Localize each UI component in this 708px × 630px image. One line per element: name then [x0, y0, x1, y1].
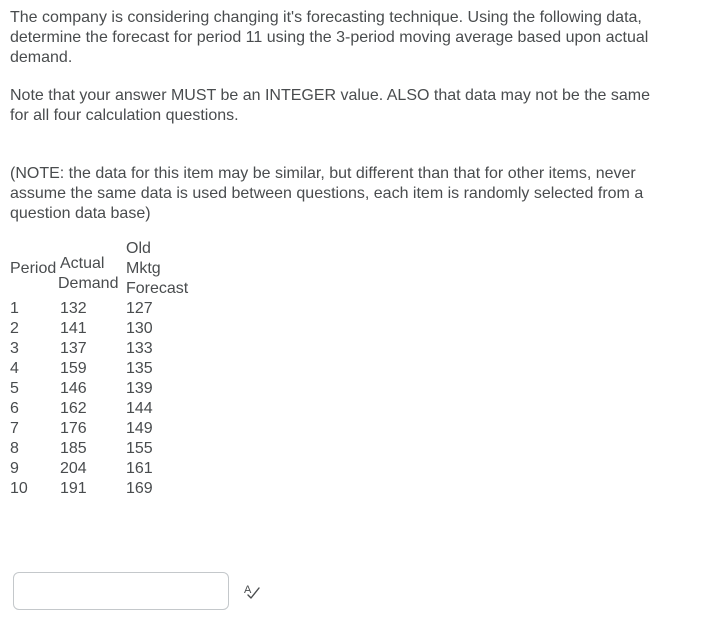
cell-old-forecast: 149	[126, 420, 153, 437]
cell-old-forecast: 155	[126, 440, 153, 457]
cell-actual: 191	[60, 480, 87, 497]
answer-row	[13, 572, 261, 610]
cell-period: 2	[10, 320, 19, 337]
data-table	[10, 239, 196, 499]
cell-old-forecast: 169	[126, 480, 153, 497]
table-row	[10, 379, 196, 399]
cell-actual: 146	[60, 380, 87, 397]
cell-old-forecast: 127	[126, 300, 153, 317]
cell-actual: 185	[60, 440, 87, 457]
cell-actual: 132	[60, 300, 87, 317]
table-row	[10, 459, 196, 479]
cell-actual: 162	[60, 400, 87, 417]
cell-old-forecast: 161	[126, 460, 153, 477]
cell-period: 6	[10, 400, 19, 417]
answer-input[interactable]	[13, 572, 229, 610]
table-row	[10, 319, 196, 339]
cell-period: 7	[10, 420, 19, 437]
question-text	[10, 8, 670, 242]
cell-old-forecast: 139	[126, 380, 153, 397]
table-row	[10, 299, 196, 319]
header-actual-line1: Actual	[60, 255, 105, 272]
header-old-line3: Forecast	[126, 280, 189, 297]
cell-period: 9	[10, 460, 19, 477]
table-row	[10, 479, 196, 499]
question-paragraph-2: Note that your answer MUST be an INTEGER value. ALSO that data may not be the same for all four calculation questions.	[10, 87, 651, 124]
cell-actual: 204	[60, 460, 87, 477]
header-old-line1: Old	[126, 240, 151, 257]
table-row	[10, 419, 196, 439]
cell-actual: 159	[60, 360, 87, 377]
header-period-label: Period	[10, 260, 57, 277]
cell-old-forecast: 133	[126, 340, 153, 357]
header-old-line2: Mktg	[126, 260, 161, 277]
spell-check-icon[interactable]	[243, 582, 261, 600]
cell-actual: 141	[60, 320, 87, 337]
header-actual-line2: Demand	[58, 275, 119, 292]
cell-actual: 176	[60, 420, 87, 437]
cell-period: 5	[10, 380, 19, 397]
header-period	[10, 239, 60, 299]
cell-period: 8	[10, 440, 19, 457]
table-row	[10, 359, 196, 379]
table-header-row	[10, 239, 196, 299]
table-row	[10, 399, 196, 419]
cell-period: 10	[10, 480, 28, 497]
table-row	[10, 439, 196, 459]
cell-actual: 137	[60, 340, 87, 357]
header-actual-demand	[60, 239, 126, 299]
cell-period: 4	[10, 360, 19, 377]
cell-period: 3	[10, 340, 19, 357]
cell-old-forecast: 135	[126, 360, 153, 377]
svg-text:A: A	[244, 584, 252, 596]
table-row	[10, 339, 196, 359]
question-paragraph-1: The company is considering changing it's forecasting technique. Using the following data, determine the forecast for period 11 using the 3-period moving average based upon actual demand.	[10, 9, 649, 66]
question-paragraph-3: (NOTE: the data for this item may be similar, but different than that for other items, never assume the same data is used between questions, each item is randomly selected from a question data base)	[10, 165, 644, 222]
cell-period: 1	[10, 300, 19, 317]
header-old-mktg-forecast	[126, 239, 196, 299]
cell-old-forecast: 144	[126, 400, 153, 417]
cell-old-forecast: 130	[126, 320, 153, 337]
